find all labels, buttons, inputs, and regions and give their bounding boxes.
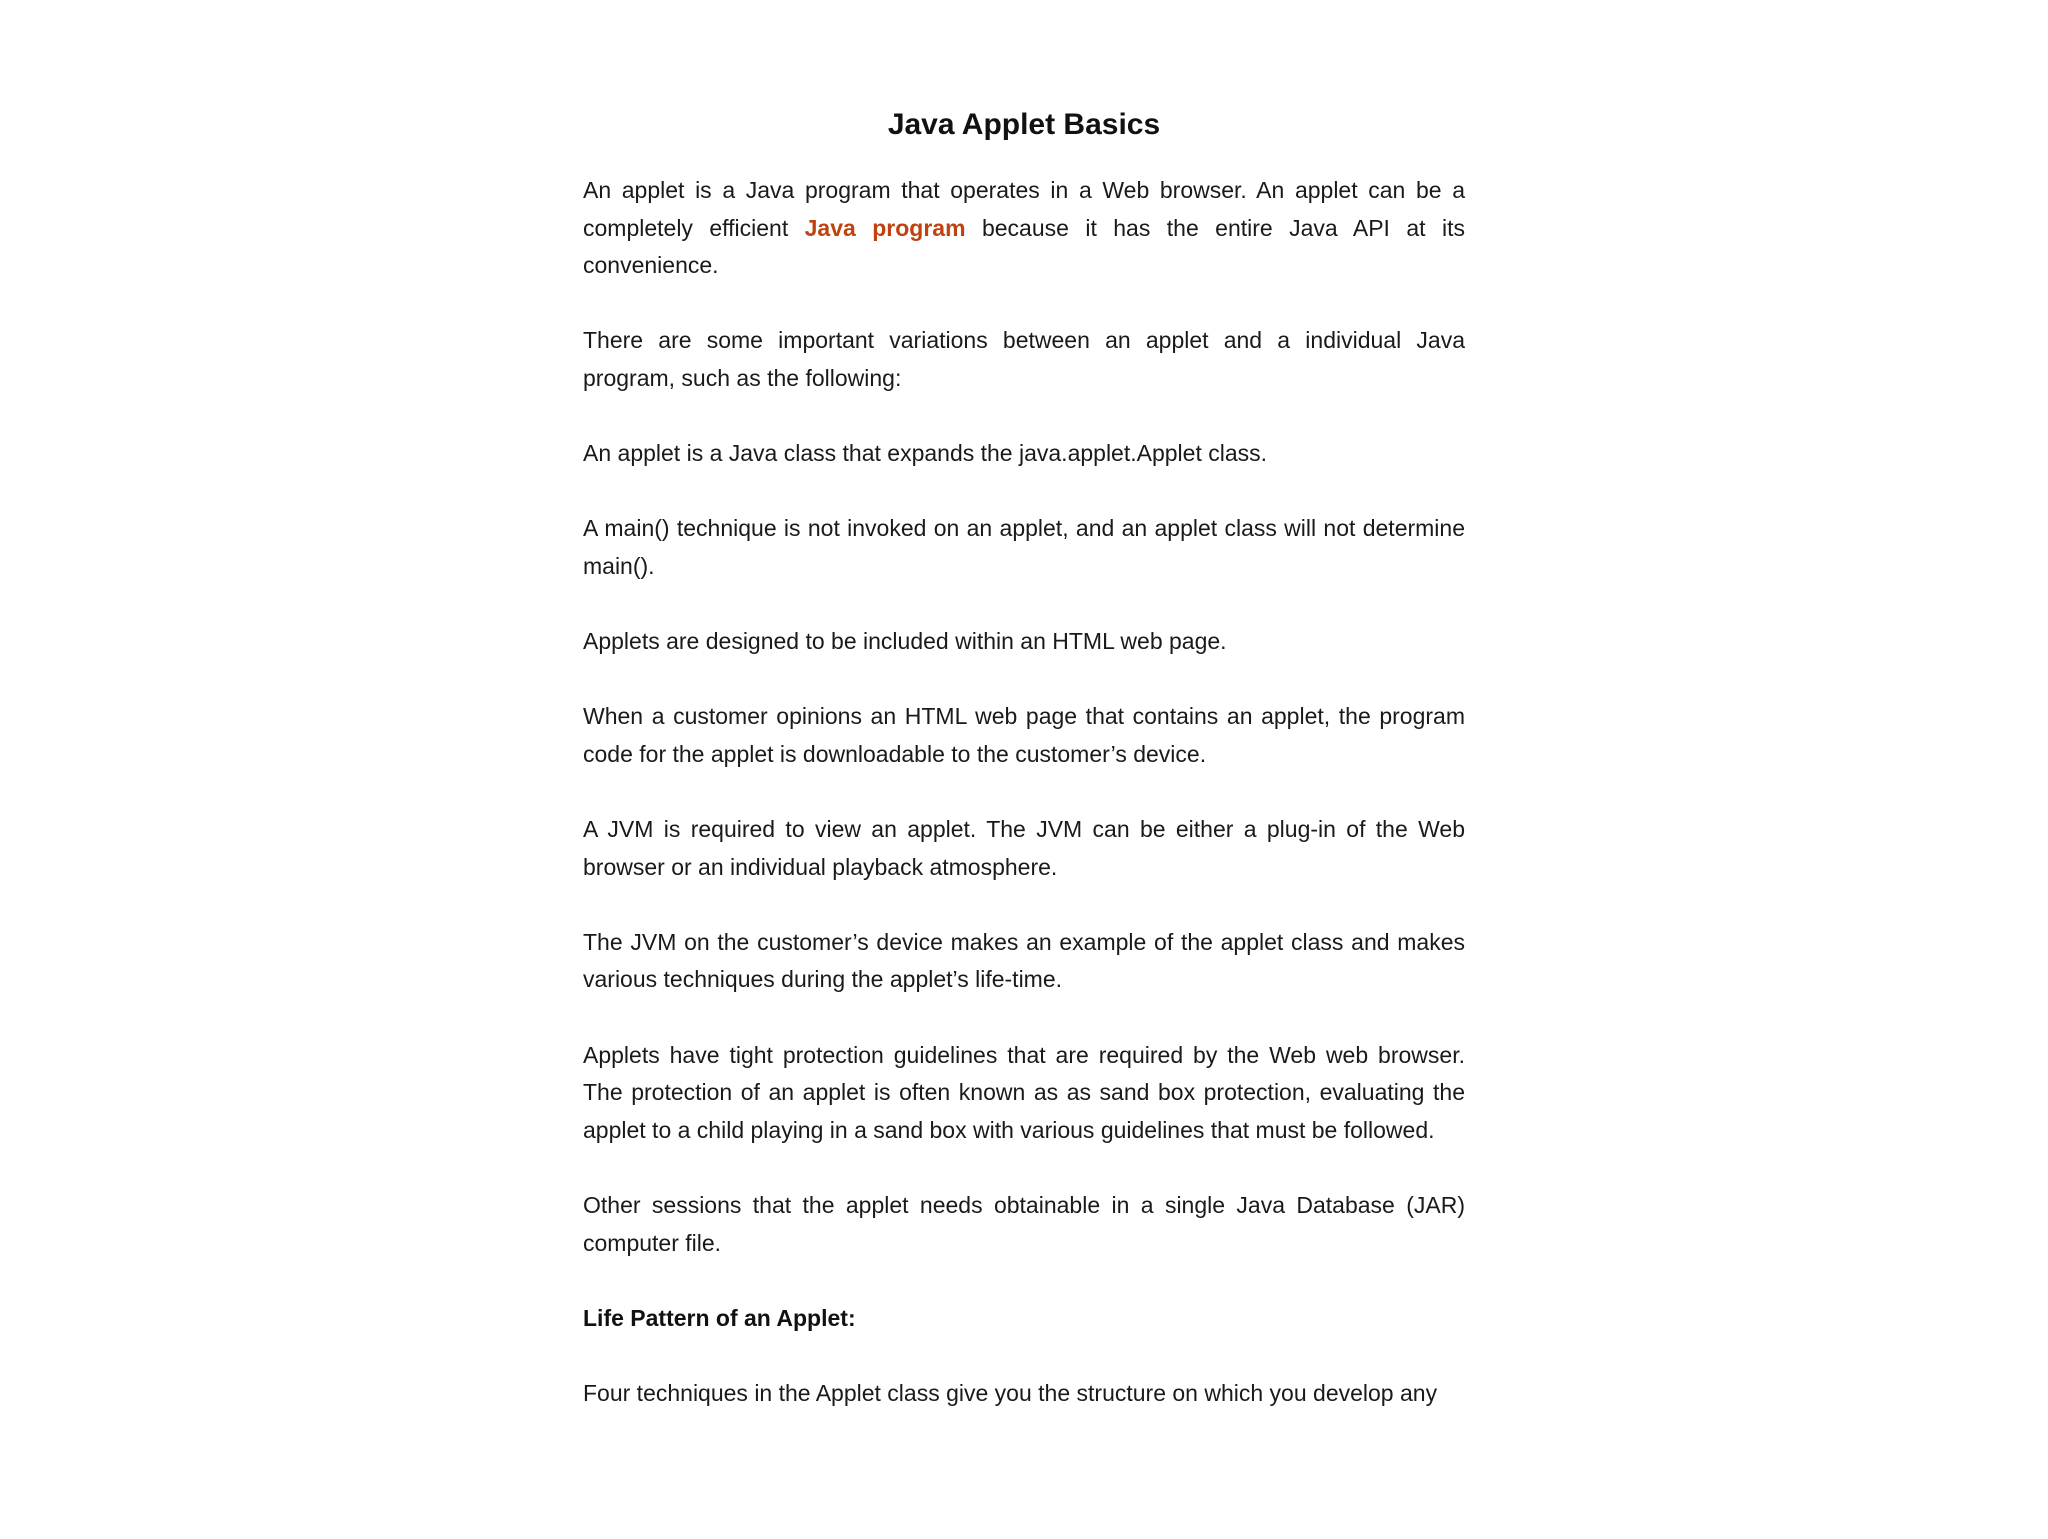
intro-paragraph (583, 172, 1465, 285)
document-content (583, 100, 1465, 1450)
paragraph-four-techniques: Four techniques in the Applet class give you the structure on which you develop any (583, 1380, 1438, 1406)
paragraph-sandbox: Applets have tight protection guidelines that are required by the Web web browser. The protection of an applet is often known as as sand box protection, evaluating the applet to a child playing in a sand box with various guidelines that must be followed. (583, 1041, 1465, 1143)
paragraph-jar: Other sessions that the applet needs obtainable in a single Java Database (JAR) computer file. (583, 1192, 1465, 1256)
section-heading-life-pattern: Life Pattern of an Applet: (583, 1304, 856, 1331)
paragraph-lifetime: The JVM on the customer’s device makes an example of the applet class and makes various techniques during the applet’s life-time. (583, 928, 1465, 993)
paragraph-applet-class: An applet is a Java class that expands the java.applet.Applet class. (583, 440, 1268, 467)
paragraph-download: When a customer opinions an HTML web page that contains an applet, the program code for the applet is downloadable to the customer’s device. (583, 703, 1465, 767)
paragraph-main-technique: A main() technique is not invoked on an applet, and an applet class will not determine main(). (583, 515, 1465, 579)
intro-text-after-link: because it has the entire Java API at its convenience. (583, 214, 1465, 279)
intro-text-before-link: An applet is a Java program that operates in a Web browser. An applet can be a completely efficient (583, 177, 1465, 241)
page-title: Java Applet Basics (887, 108, 1161, 141)
paragraph-jvm: A JVM is required to view an applet. The JVM can be either a plug-in of the Web browser or an individual playback atmosphere. (583, 816, 1465, 880)
java-program-link[interactable]: Java program (804, 214, 966, 241)
paragraph-html-page: Applets are designed to be included within an HTML web page. (583, 628, 1227, 655)
paragraph-variations: There are some important variations between an applet and a individual Java program, such as the following: (583, 327, 1465, 391)
